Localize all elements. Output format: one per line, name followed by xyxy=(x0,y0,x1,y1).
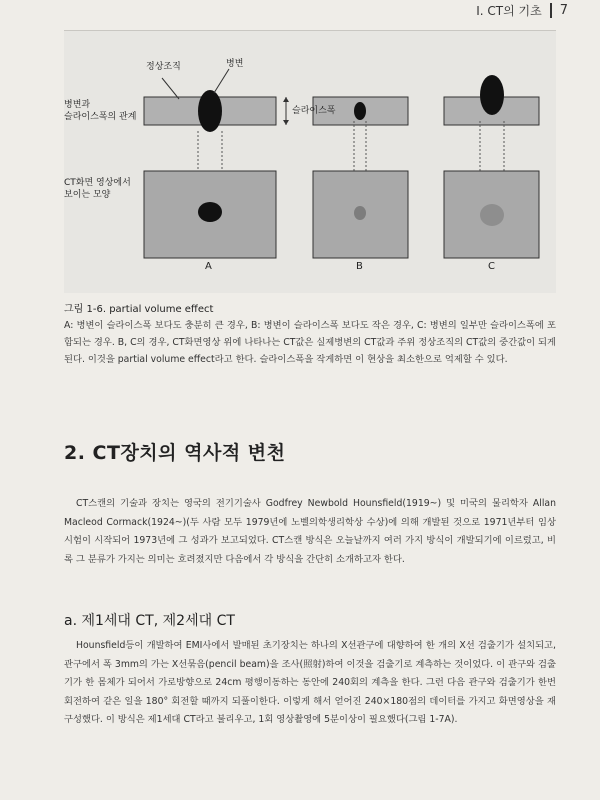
subsection-paragraph: Hounsfield등이 개발하여 EMI사에서 발매된 초기장치는 하나의 X선관구에 대향하여 한 개의 X선 검출기가 설치되고, 관구에서 폭 3mm의 가는 X선묶음(pencil beam)을 조사(照射)하여 이것을 검출기로 계측하는 것이었다. 이 관구와 검출기가 한 몸체가 되어서 가로방향으로 24cm 평행이동하는 동안에 240회의 계측을 한다. 그런 다음 관구와 검출기가 한번 회전하여 같은 일을 180° 회전할 때까지 되풀이한다. 이렇게 해서 얻어진 240×180점의 데이터를 가지고 화면영상을 재구성했다. 이 방식은 제1세대 CT라고 불리우고, 1회 영상촬영에 5분이상이 필요했다(그림 1-7A). xyxy=(64,640,556,725)
label-normal-tissue: 정상조직 xyxy=(146,62,181,72)
leader-lesion xyxy=(214,69,229,93)
section-heading: 2. CT장치의 역사적 변천 xyxy=(64,442,286,464)
subsection-heading: a. 제1세대 CT, 제2세대 CT xyxy=(64,613,235,629)
panel-label-c: C xyxy=(488,261,495,272)
figure-caption-title: 그림 1-6. partial volume effect xyxy=(64,304,214,315)
figure-partial-volume xyxy=(64,30,556,293)
header-divider xyxy=(550,3,552,18)
ct-lesion-c xyxy=(480,204,504,226)
panel-label-b: B xyxy=(356,261,363,272)
label-relation: 병변과 슬라이스폭의 관계 xyxy=(64,100,137,122)
lesion-c xyxy=(480,75,504,115)
figure-diagram xyxy=(64,31,556,293)
lesion-b xyxy=(354,102,366,120)
leader-normal-tissue xyxy=(162,78,179,99)
figure-caption-text: A: 병변이 슬라이스폭 보다도 충분히 큰 경우, B: 병변이 슬라이스폭 보다도 작은 경우, C: 병변의 일부만 슬라이스폭에 포함되는 경우. B, C의 경우, CT화면영상 위에 나타나는 CT값은 실제병변의 CT값과 주위 정상조직의 CT값의 중간값이 되게 된다. 이것을 partial volume effect라고 한다. 슬라이스폭을 작게하면 이 현상을 최소한으로 억제할 수 있다. xyxy=(64,320,556,365)
page-header xyxy=(476,2,568,19)
panel-label-a: A xyxy=(205,261,212,272)
section-paragraph: CT스캔의 기술과 장치는 영국의 전기기술사 Godfrey Newbold Hounsfield(1919~) 및 미국의 물리학자 Allan Macleod Cormack(1924~)(두 사람 모두 1979년에 노벨의학생리학상 수상)에 의해 개발된 것으로 1971년부터 임상시험이 시작되어 1973년에 그 성과가 보고되었다. CT스캔 방식은 오늘날까지 여러 가지 방식이 개발되기에 이르렀고, 비록 그 분류가 가지는 의미는 흐려졌지만 다음에서 각 방식을 간단히 소개하고자 한다. xyxy=(64,498,556,565)
ct-lesion-a xyxy=(198,202,222,222)
ct-lesion-b xyxy=(354,206,366,220)
page-number: 7 xyxy=(559,3,568,18)
chapter-title: I. CT의 기초 xyxy=(476,4,542,18)
slice-width-arrow-up xyxy=(283,97,289,102)
slice-width-arrow-down xyxy=(283,120,289,125)
label-lesion: 병변 xyxy=(226,59,244,69)
label-slice-width: 슬라이스폭 xyxy=(292,106,336,116)
label-ct-appearance: CT화면 영상에서 보이는 모양 xyxy=(64,178,131,200)
lesion-a xyxy=(198,90,222,132)
